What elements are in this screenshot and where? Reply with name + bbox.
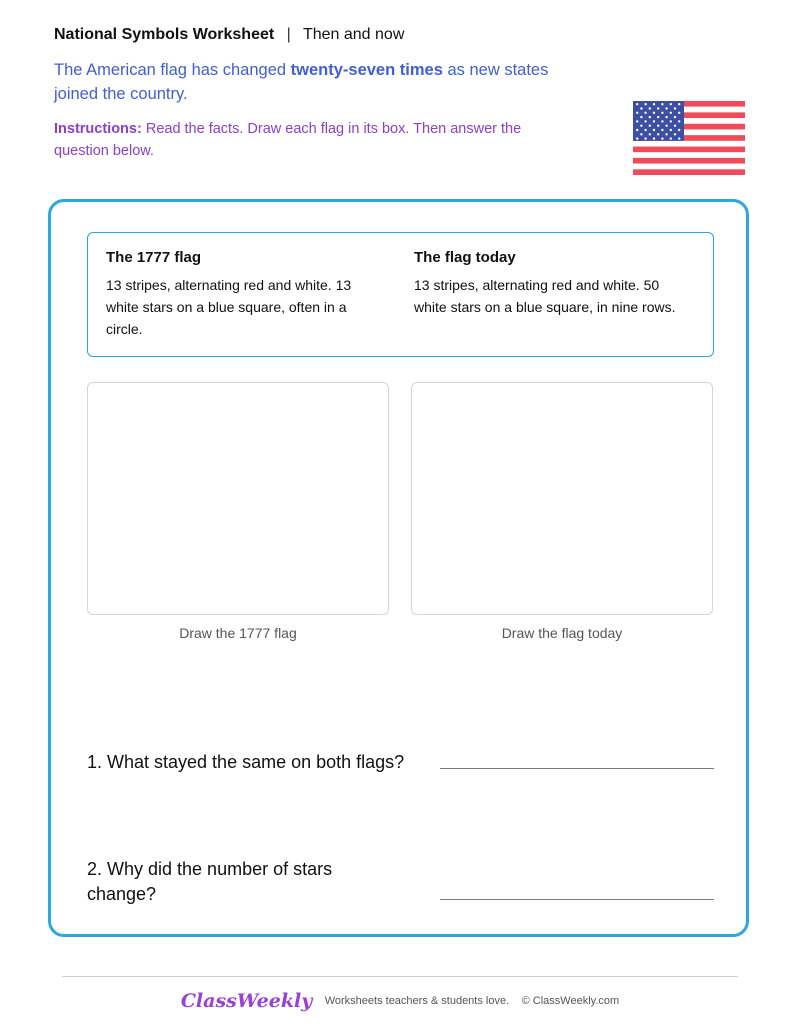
flag-star xyxy=(678,137,680,139)
flag-star xyxy=(657,107,659,109)
flag-star xyxy=(674,133,676,135)
flag-star xyxy=(678,120,680,122)
flag-star xyxy=(640,125,642,127)
flag-star xyxy=(644,120,646,122)
flag-star xyxy=(640,133,642,135)
fact-today-body: 13 stripes, alternating red and white. 50 white stars on a blue square, in nine rows. xyxy=(414,277,676,315)
question-1: 1. What stayed the same on both flags? xyxy=(87,752,405,772)
footer-copyright: © ClassWeekly.com xyxy=(521,995,620,1007)
intro-after: as new states joined the country. xyxy=(54,61,549,103)
answer-line-2[interactable] xyxy=(440,899,714,900)
us-flag-graphic xyxy=(633,101,745,175)
flag-star xyxy=(636,120,638,122)
fact-1777 xyxy=(106,249,376,340)
flag-star xyxy=(636,129,638,131)
fact-1777-title: The 1777 flag xyxy=(106,249,202,266)
flag-star xyxy=(665,133,667,135)
answer-line-1[interactable] xyxy=(440,768,714,769)
flag-stripe xyxy=(633,169,745,175)
instructions-text: Read the facts. Draw each flag in its box. Then answer the question below. xyxy=(54,121,522,159)
footer-tagline: Worksheets teachers & students love. xyxy=(324,995,510,1007)
facts-panel xyxy=(87,232,714,357)
flag-stripe xyxy=(633,141,745,147)
flag-star xyxy=(644,137,646,139)
flag-stripe xyxy=(633,164,745,170)
flag-star xyxy=(670,137,672,139)
worksheet-subtitle: Then and now xyxy=(302,26,405,43)
brand-logo: ClassWeekly xyxy=(180,990,313,1012)
flag-star xyxy=(657,133,659,135)
flag-stripe xyxy=(633,147,745,153)
flag-star xyxy=(653,137,655,139)
question-2: 2. Why did the number of stars change? xyxy=(87,859,333,904)
flag-stripe xyxy=(633,152,745,158)
flag-star xyxy=(661,103,663,105)
flag-star xyxy=(661,129,663,131)
flag-star xyxy=(644,129,646,131)
worksheet-header xyxy=(54,26,404,44)
flag-star xyxy=(653,112,655,114)
title-separator: | xyxy=(286,26,291,43)
flag-star xyxy=(657,116,659,118)
instructions xyxy=(54,118,574,162)
us-flag-icon xyxy=(633,101,745,175)
flag-star xyxy=(670,112,672,114)
flag-star xyxy=(674,116,676,118)
flag-star xyxy=(661,112,663,114)
flag-star xyxy=(661,120,663,122)
flag-star xyxy=(661,137,663,139)
worksheet-title: National Symbols Worksheet xyxy=(54,26,275,43)
flag-star xyxy=(636,103,638,105)
flag-star xyxy=(665,107,667,109)
flag-star xyxy=(653,129,655,131)
footer xyxy=(0,990,800,1012)
flag-star xyxy=(665,116,667,118)
flag-star xyxy=(674,107,676,109)
flag-star xyxy=(649,107,651,109)
draw-box-1777[interactable] xyxy=(87,382,389,615)
flag-star xyxy=(640,116,642,118)
fact-1777-body: 13 stripes, alternating red and white. 13 white stars on a blue square, often in a circle. xyxy=(106,277,352,337)
flag-star xyxy=(649,125,651,127)
fact-today-title: The flag today xyxy=(414,249,516,266)
flag-star xyxy=(644,112,646,114)
flag-star xyxy=(636,137,638,139)
flag-star xyxy=(636,112,638,114)
flag-star xyxy=(670,103,672,105)
flag-star xyxy=(674,125,676,127)
flag-star xyxy=(678,112,680,114)
intro-before: The American flag has changed xyxy=(54,61,291,79)
intro-text xyxy=(54,58,594,106)
flag-star xyxy=(644,103,646,105)
flag-star xyxy=(670,129,672,131)
flag-star xyxy=(653,120,655,122)
caption-today: Draw the flag today xyxy=(501,625,623,641)
intro-highlight: twenty-seven times xyxy=(290,61,443,79)
instructions-label: Instructions: xyxy=(54,121,142,137)
footer-divider xyxy=(62,976,738,977)
flag-star xyxy=(657,125,659,127)
caption-1777: Draw the 1777 flag xyxy=(179,625,297,641)
draw-box-today[interactable] xyxy=(411,382,713,615)
flag-star xyxy=(665,125,667,127)
flag-stripe xyxy=(633,158,745,164)
flag-star xyxy=(678,103,680,105)
flag-star xyxy=(649,133,651,135)
flag-star xyxy=(670,120,672,122)
fact-today xyxy=(414,249,684,318)
flag-star xyxy=(678,129,680,131)
flag-star xyxy=(649,116,651,118)
flag-star xyxy=(640,107,642,109)
flag-star xyxy=(653,103,655,105)
